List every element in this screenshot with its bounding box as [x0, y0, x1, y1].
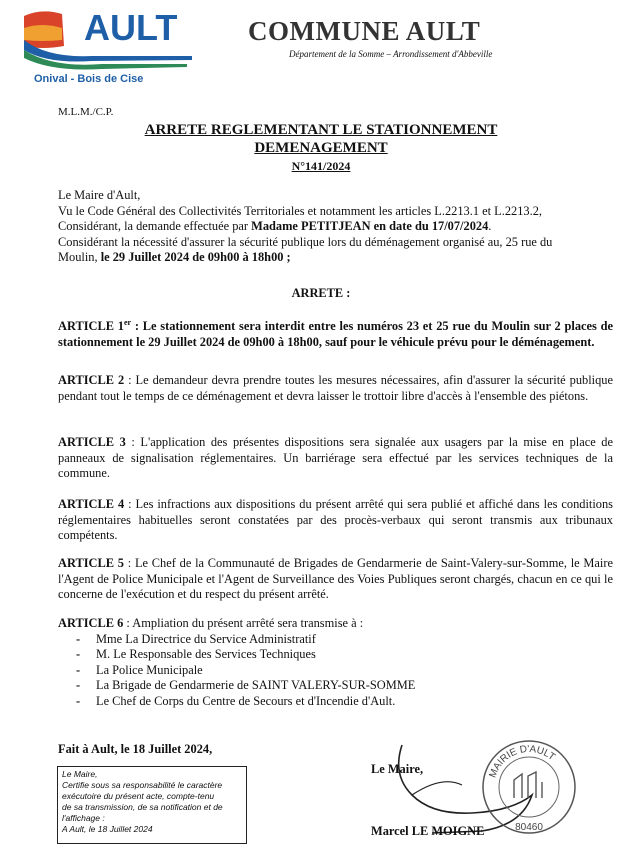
preamble-line: Le Maire d'Ault, [58, 188, 141, 202]
preamble-line: Considérant la nécessité d'assurer la sécurité publique lors du déménagement organisé au, 25 rue du [58, 234, 553, 249]
recipient-item: - Le Chef de Corps du Centre de Secours et d'Incendie d'Ault. [58, 694, 613, 710]
preamble-line: Considérant, la demande effectuée par Madame PETITJEAN en date du 17/07/2024. [58, 219, 492, 233]
preamble [58, 188, 613, 266]
reference-code: M.L.M./C.P. [58, 106, 114, 118]
date-place: Fait à Ault, le 18 Juillet 2024, [58, 742, 213, 756]
commune-title: COMMUNE AULT [248, 16, 481, 46]
article-3: ARTICLE 3 : L'application des présentes dispositions sera signalée aux usagers par la mise en place de panneaux de signalisation réglementaires. Un barriérage sera effectué par les services techniques de la commune. [58, 435, 613, 480]
document-title-line1: ARRETE REGLEMENTANT LE STATIONNEMENT [144, 122, 498, 138]
logo-subtext: Onival - Bois de Cise [34, 73, 144, 85]
recipient-item: - Mme La Directrice du Service Administratif [58, 632, 613, 648]
svg-text:MAIRIE D'AULT: MAIRIE D'AULT [487, 743, 557, 780]
mayor-label: Le Maire, [371, 762, 424, 776]
article-2: ARTICLE 2 : Le demandeur devra prendre toutes les mesures nécessaires, afin d'assurer la sécurité publique pendant tout le temps de ce déménagement et devra laisser le trottoir libre d'accès à l'ensemble des piétons. [58, 373, 613, 403]
document-number: N°141/2024 [291, 159, 351, 173]
certification-box: Le Maire, Certifie sous sa responsabilité le caractère exécutoire du présent acte, compte-tenu de sa transmission, de sa notification et de l'affichage : A Ault, le 18 Juillet 2024 [57, 766, 247, 844]
recipient-item: - M. Le Responsable des Services Techniques [58, 647, 613, 663]
commune-subtitle: Département de la Somme – Arrondissement d'Abbeville [289, 49, 493, 59]
article-5: ARTICLE 5 : Le Chef de la Communauté de Brigades de Gendarmerie de Saint-Valery-sur-Somme, le Maire l'Agent de Police Municipale et l'Agent de Surveillance des Voies Publiques seront chargés, chacun en ce qui le concerne de l'exécution et du respect du présent arrêté. [58, 556, 613, 601]
article-1: ARTICLE 1er : Le stationnement sera interdit entre les numéros 23 et 25 rue du Moulin sur 2 places de stationnement le 29 Juillet 2024 de 09h00 à 18h00, sauf pour le véhicule prévu pour le déménagement. [58, 318, 614, 349]
recipient-item: - La Brigade de Gendarmerie de SAINT VALERY-SUR-SOMME [58, 678, 613, 694]
preamble-line: Vu le Code Général des Collectivités Territoriales et notamment les articles L.2213.1 et L.2213.2, [58, 203, 543, 218]
recipient-list [58, 632, 613, 710]
article-4: ARTICLE 4 : Les infractions aux dispositions du présent arrêté qui sera publié et affiché dans les conditions réglementaires habituelles seront constatées par des procès-verbaux qui seront transmis aux tribunaux compétents. [58, 497, 613, 542]
arrete-heading: ARRETE : [291, 286, 351, 300]
signatory-name: Marcel LE MOIGNE [371, 824, 485, 838]
official-stamp [480, 738, 578, 836]
ault-logo [22, 6, 197, 86]
recipient-item: - La Police Municipale [58, 663, 613, 679]
document-title-line2: DEMENAGEMENT [254, 140, 388, 156]
svg-text:80460: 80460 [515, 822, 543, 833]
logo-text: AULT [84, 7, 178, 48]
preamble-line: Moulin, le 29 Juillet 2024 de 09h00 à 18h00 ; [58, 250, 291, 264]
article-6: ARTICLE 6 : Ampliation du présent arrêté sera transmise à : - Mme La Directrice du Service Administratif - M. Le Responsable des Services Techniques - La Police Municipale - La Brigade de Gendarmerie de SAINT VALERY-SUR-SOMME - Le Chef de Corps du Centre de Secours et d'Incendie d'Ault. [58, 616, 613, 709]
